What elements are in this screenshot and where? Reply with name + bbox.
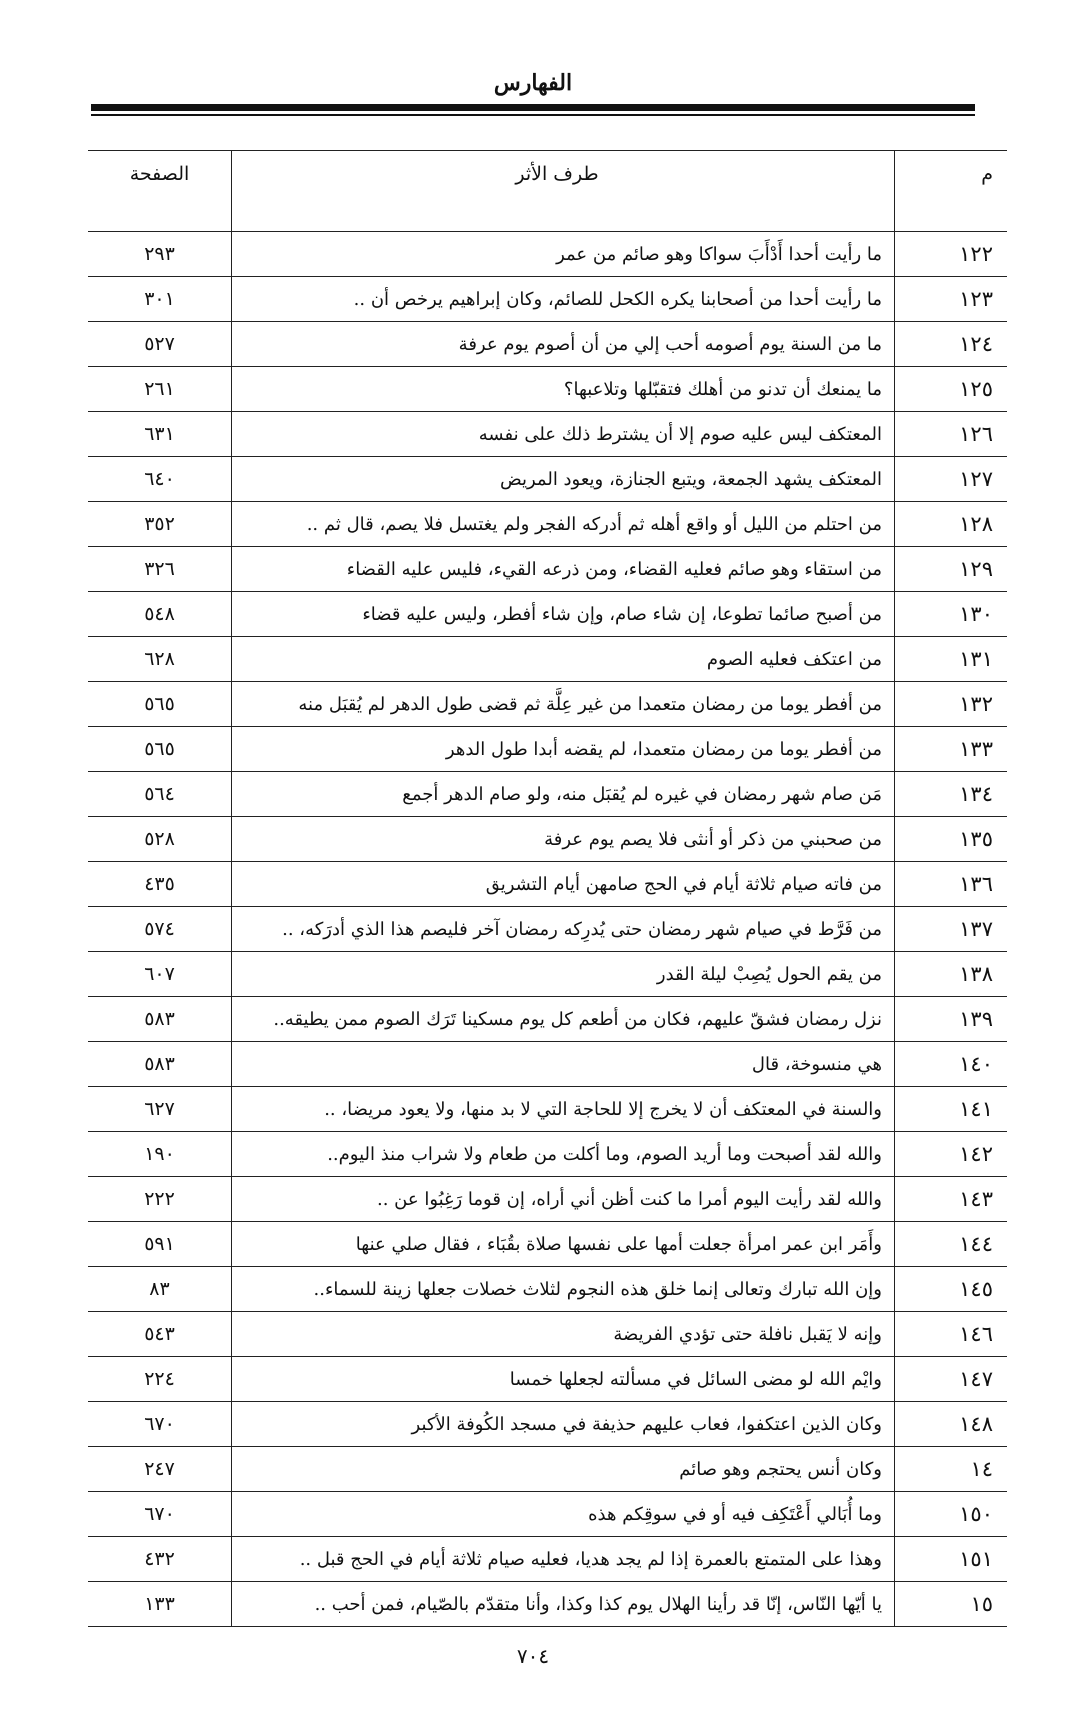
table-row (88, 1312, 1007, 1357)
table-row (88, 1042, 1007, 1087)
row-page: ٥٤٨ (88, 592, 232, 637)
row-num: ١٤ (895, 1447, 1008, 1492)
row-num: ١٢٥ (895, 367, 1008, 412)
table-row (88, 772, 1007, 817)
row-num: ١٢٦ (895, 412, 1008, 457)
row-page: ٢٢٤ (88, 1357, 232, 1402)
row-page: ٣٠١ (88, 277, 232, 322)
table-row (88, 862, 1007, 907)
row-num: ١٤٨ (895, 1402, 1008, 1447)
row-num: ١٤٠ (895, 1042, 1008, 1087)
table-row (88, 1222, 1007, 1267)
table-row (88, 1177, 1007, 1222)
row-num: ١٣٣ (895, 727, 1008, 772)
row-num: ١٤٤ (895, 1222, 1008, 1267)
row-text: وكان أنس يحتجم وهو صائم (232, 1447, 895, 1492)
row-num: ١٢٧ (895, 457, 1008, 502)
table-row (88, 232, 1007, 277)
row-page: ٥٢٨ (88, 817, 232, 862)
row-text: يا أيّها النّاس، إنّا قد رأينا الهلال يوم كذا وكذا، وأنا متقدّم بالصّيام، فمن أحب .. (232, 1582, 895, 1627)
row-text: من صحبني من ذكر أو أنثى فلا يصم يوم عرفة (232, 817, 895, 862)
row-num: ١٣٠ (895, 592, 1008, 637)
row-text: وما أُبَالي أَعْتَكِف فيه أو في سوقِكم هذه (232, 1492, 895, 1537)
row-text: من استقاء وهو صائم فعليه القضاء، ومن ذرعه القيء، فليس عليه القضاء (232, 547, 895, 592)
row-text: ما يمنعك أن تدنو من أهلك فتقبّلها وتلاعبها؟ (232, 367, 895, 412)
row-page: ٦٢٧ (88, 1087, 232, 1132)
row-text: من فاته صيام ثلاثة أيام في الحج صامهن أيام التشريق (232, 862, 895, 907)
row-page: ٣٢٦ (88, 547, 232, 592)
row-num: ١٢٨ (895, 502, 1008, 547)
header-rule-thick (91, 104, 975, 111)
row-num: ١٢٤ (895, 322, 1008, 367)
table-row (88, 412, 1007, 457)
row-num: ١٢٣ (895, 277, 1008, 322)
row-page: ٦٠٧ (88, 952, 232, 997)
row-page: ٢٤٧ (88, 1447, 232, 1492)
row-text: والله لقد رأيت اليوم أمرا ما كنت أظن أني أراه، إن قوما رَغِبُوا عن .. (232, 1177, 895, 1222)
row-num: ١٤٣ (895, 1177, 1008, 1222)
table-row (88, 727, 1007, 772)
row-text: المعتكف يشهد الجمعة، ويتبع الجنازة، ويعود المريض (232, 457, 895, 502)
table-row (88, 457, 1007, 502)
row-text: وإن الله تبارك وتعالى إنما خلق هذه النجوم لثلاث خصلات جعلها زينة للسماء.. (232, 1267, 895, 1312)
table-row (88, 1357, 1007, 1402)
header-page: الصفحة (88, 151, 232, 232)
row-page: ٥٨٣ (88, 997, 232, 1042)
row-page: ٥٨٣ (88, 1042, 232, 1087)
row-text: والسنة في المعتكف أن لا يخرج إلا للحاجة التي لا بد منها، ولا يعود مريضا، .. (232, 1087, 895, 1132)
row-num: ١٢٢ (895, 232, 1008, 277)
running-header-title: الفهارس (493, 70, 573, 96)
row-num: ١٥٠ (895, 1492, 1008, 1537)
table-header-row (88, 151, 1007, 232)
table-row (88, 1132, 1007, 1177)
table-row (88, 367, 1007, 412)
header-num: م (895, 151, 1008, 232)
row-num: ١٣٨ (895, 952, 1008, 997)
header-rule-thin (91, 114, 975, 116)
row-text: من أصبح صائما تطوعا، إن شاء صام، وإن شاء أفطر، وليس عليه قضاء (232, 592, 895, 637)
row-page: ٥٢٧ (88, 322, 232, 367)
row-page: ٢٢٢ (88, 1177, 232, 1222)
table-row (88, 1537, 1007, 1582)
row-num: ١٣٧ (895, 907, 1008, 952)
row-text: من أفطر يوما من رمضان متعمدا، لم يقضه أبدا طول الدهر (232, 727, 895, 772)
row-text: من أفطر يوما من رمضان متعمدا من غير عِلَّة ثم قضى طول الدهر لم يُقبَل منه (232, 682, 895, 727)
row-page: ٦٣١ (88, 412, 232, 457)
table-row (88, 592, 1007, 637)
table-row (88, 277, 1007, 322)
table-row (88, 637, 1007, 682)
row-text: والله لقد أصبحت وما أريد الصوم، وما أكلت من طعام ولا شراب منذ اليوم.. (232, 1132, 895, 1177)
row-page: ٨٣ (88, 1267, 232, 1312)
row-page: ٥٧٤ (88, 907, 232, 952)
table-row (88, 682, 1007, 727)
header-text: طرف الأثر (232, 151, 895, 232)
row-page: ١٩٠ (88, 1132, 232, 1177)
row-text: من اعتكف فعليه الصوم (232, 637, 895, 682)
row-num: ١٤٦ (895, 1312, 1008, 1357)
table-row (88, 1267, 1007, 1312)
row-num: ١٥ (895, 1582, 1008, 1627)
row-text: من فَرَّط في صيام شهر رمضان حتى يُدرِكه رمضان آخر فليصم هذا الذي أدرَكه، .. (232, 907, 895, 952)
row-text: وهذا على المتمتع بالعمرة إذا لم يجد هديا، فعليه صيام ثلاثة أيام في الحج قبل .. (232, 1537, 895, 1582)
row-num: ١٢٩ (895, 547, 1008, 592)
row-page: ٢٩٣ (88, 232, 232, 277)
table-row (88, 997, 1007, 1042)
row-page: ٥٩١ (88, 1222, 232, 1267)
row-page: ٤٣٥ (88, 862, 232, 907)
row-num: ١٣٥ (895, 817, 1008, 862)
row-text: وإنه لا يَقبل نافلة حتى تؤدي الفريضة (232, 1312, 895, 1357)
row-page: ٥٦٤ (88, 772, 232, 817)
row-num: ١٤١ (895, 1087, 1008, 1132)
row-text: مَن صام شهر رمضان في غيره لم يُقبَل منه، ولو صام الدهر أجمع (232, 772, 895, 817)
table-row (88, 907, 1007, 952)
row-text: هي منسوخة، قال (232, 1042, 895, 1087)
table-row (88, 322, 1007, 367)
table-row (88, 1087, 1007, 1132)
row-text: وكان الذين اعتكفوا، فعاب عليهم حذيفة في مسجد الكُوفة الأكبر (232, 1402, 895, 1447)
row-page: ٥٦٥ (88, 727, 232, 772)
table-row (88, 547, 1007, 592)
row-text: نزل رمضان فشقّ عليهم، فكان من أطعم كل يوم مسكينا تَرَك الصوم ممن يطيقه.. (232, 997, 895, 1042)
row-text: وأَمَر ابن عمر امرأة جعلت أمها على نفسها صلاة بقُبَاء ، فقال صلي عنها (232, 1222, 895, 1267)
table-row (88, 952, 1007, 997)
table-row (88, 502, 1007, 547)
row-page: ٥٤٣ (88, 1312, 232, 1357)
row-num: ١٤٢ (895, 1132, 1008, 1177)
row-num: ١٣٩ (895, 997, 1008, 1042)
row-page: ٦٤٠ (88, 457, 232, 502)
table-row (88, 1582, 1007, 1627)
row-page: ٥٦٥ (88, 682, 232, 727)
row-num: ١٣٦ (895, 862, 1008, 907)
row-num: ١٣٤ (895, 772, 1008, 817)
table-row (88, 817, 1007, 862)
row-num: ١٥١ (895, 1537, 1008, 1582)
row-page: ٢٦١ (88, 367, 232, 412)
table-row (88, 1447, 1007, 1492)
table-row (88, 1492, 1007, 1537)
row-page: ٦٧٠ (88, 1402, 232, 1447)
row-page: ٤٣٢ (88, 1537, 232, 1582)
row-page: ٦٧٠ (88, 1492, 232, 1537)
row-text: من احتلم من الليل أو واقع أهله ثم أدركه الفجر ولم يغتسل فلا يصم، قال ثم .. (232, 502, 895, 547)
row-page: ٦٢٨ (88, 637, 232, 682)
row-page: ١٣٣ (88, 1582, 232, 1627)
row-text: وايْم الله لو مضى السائل في مسألته لجعلها خمسا (232, 1357, 895, 1402)
row-text: ما رأيت أحدا أَدْأَبَ سواكا وهو صائم من عمر (232, 232, 895, 277)
row-text: ما من السنة يوم أصومه أحب إلي من أن أصوم يوم عرفة (232, 322, 895, 367)
table-body (88, 232, 1007, 1627)
row-num: ١٣٢ (895, 682, 1008, 727)
row-page: ٣٥٢ (88, 502, 232, 547)
row-text: من يقم الحول يُصِبْ ليلة القدر (232, 952, 895, 997)
table-row (88, 1402, 1007, 1447)
row-text: المعتكف ليس عليه صوم إلا أن يشترط ذلك على نفسه (232, 412, 895, 457)
row-num: ١٣١ (895, 637, 1008, 682)
row-text: ما رأيت أحدا من أصحابنا يكره الكحل للصائم، وكان إبراهيم يرخص أن .. (232, 277, 895, 322)
row-num: ١٤٥ (895, 1267, 1008, 1312)
page-number: ٧٠٤ (516, 1644, 550, 1668)
index-table (88, 150, 1007, 1627)
row-num: ١٤٧ (895, 1357, 1008, 1402)
